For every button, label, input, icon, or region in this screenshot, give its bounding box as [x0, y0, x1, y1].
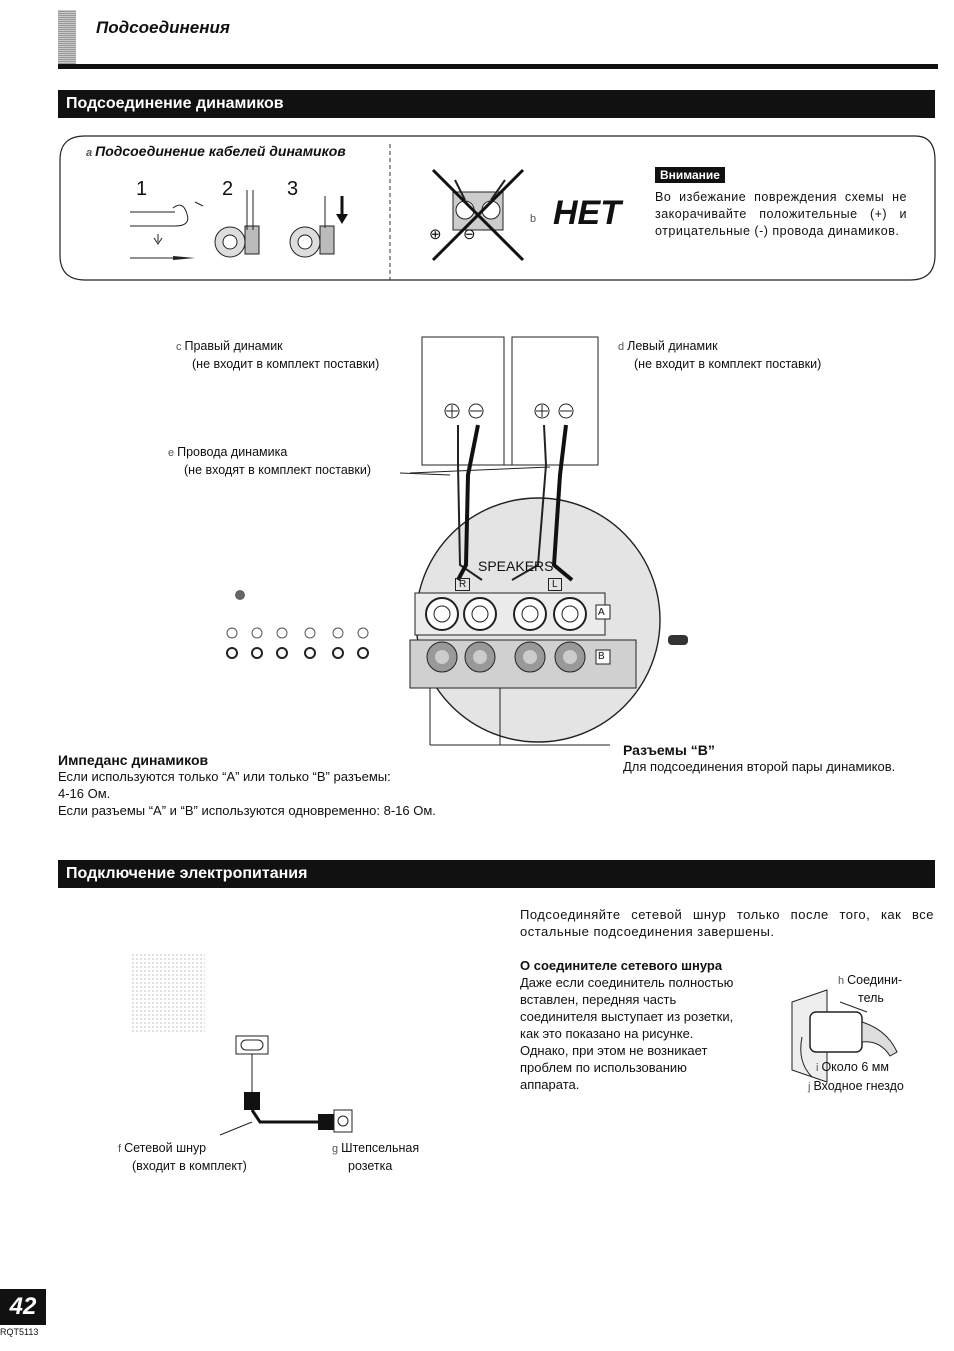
header-rule [58, 64, 938, 69]
label-mark: a [86, 147, 93, 159]
power-intro-text: Подсоединяйте сетевой шнур только после того, как все остальные подсоединения завершены. [520, 907, 934, 939]
step-number-3: 3 [287, 178, 299, 200]
channel-l-label: L [548, 578, 562, 591]
warning-text: Во избежание повреждения схемы не закорачивайте положительные (+) и отрицательные (-) провода динамиков. [655, 190, 907, 238]
right-speaker-label: c Правый динамик (не входит в комплект поставки) [176, 339, 380, 371]
outlet-label: g Штепсельная розетка [332, 1141, 420, 1173]
document-code: RQT5113 [0, 1327, 39, 1337]
page-title: Подсоединения [96, 18, 230, 37]
speaker-wires-label: e Провода динамика (не входят в комплект поставки) [168, 445, 372, 477]
power-cord-diagram [120, 950, 370, 1140]
cable-connection-subtitle: a Подсоединение кабелей динамиков [86, 143, 346, 159]
impedance-block: Импеданс динамиков Если используются только “A” или только “B” разъемы: 4-16 Ом. Если разъемы “A” и “B” используются одновременно: 8-16 Ом. [58, 752, 436, 818]
step-number-1: 1 [136, 178, 148, 200]
short-circuit-crossed-diagram [433, 170, 523, 260]
step-number-2: 2 [222, 178, 234, 200]
no-label: НЕТ [553, 194, 621, 232]
minus-sign: ⊖ [463, 226, 476, 243]
plus-sign: ⊕ [429, 226, 442, 243]
inlet-label: j Входное гнездо [808, 1079, 904, 1093]
warning-tag: Внимание [655, 166, 725, 184]
connector-label: h Соедини- тель [838, 973, 903, 1005]
speaker-connection-diagram [220, 325, 700, 755]
b-terminals-title: Разъемы “B” [623, 742, 715, 758]
section-title-power: Подключение электропитания [58, 860, 935, 888]
step3-terminal-diagram [290, 196, 348, 257]
channel-r-label: R [455, 578, 470, 591]
power-cord-label: f Сетевой шнур (входит в комплект) [118, 1141, 247, 1173]
section-title-speakers: Подсоединение динамиков [58, 90, 935, 118]
label-mark: b [530, 213, 537, 225]
connector-title: О соединителе сетевого шнура [520, 958, 723, 973]
header-decor-block [58, 10, 76, 68]
b-terminals-block: Разъемы “B” Для подсоединения второй пары динамиков. [623, 742, 896, 774]
impedance-title: Импеданс динамиков [58, 752, 209, 768]
terminal-a-label: A [598, 607, 605, 618]
terminal-b-label: B [598, 651, 605, 662]
distance-label: i Около 6 мм [816, 1060, 889, 1074]
page-number: 42 [0, 1289, 46, 1325]
left-speaker-label: d Левый динамик (не входит в комплект поставки) [618, 339, 822, 371]
terminal-row-a [415, 593, 610, 635]
connector-text: Даже если соединитель полностью вставлен, передняя часть соединителя выступает из розетки, как это показано на рисунке. Однако, при этом не возникает проблем по использованию аппарата. [520, 975, 734, 1092]
step1-wire-diagram [130, 202, 203, 260]
speakers-panel-label: SPEAKERS [478, 558, 554, 574]
